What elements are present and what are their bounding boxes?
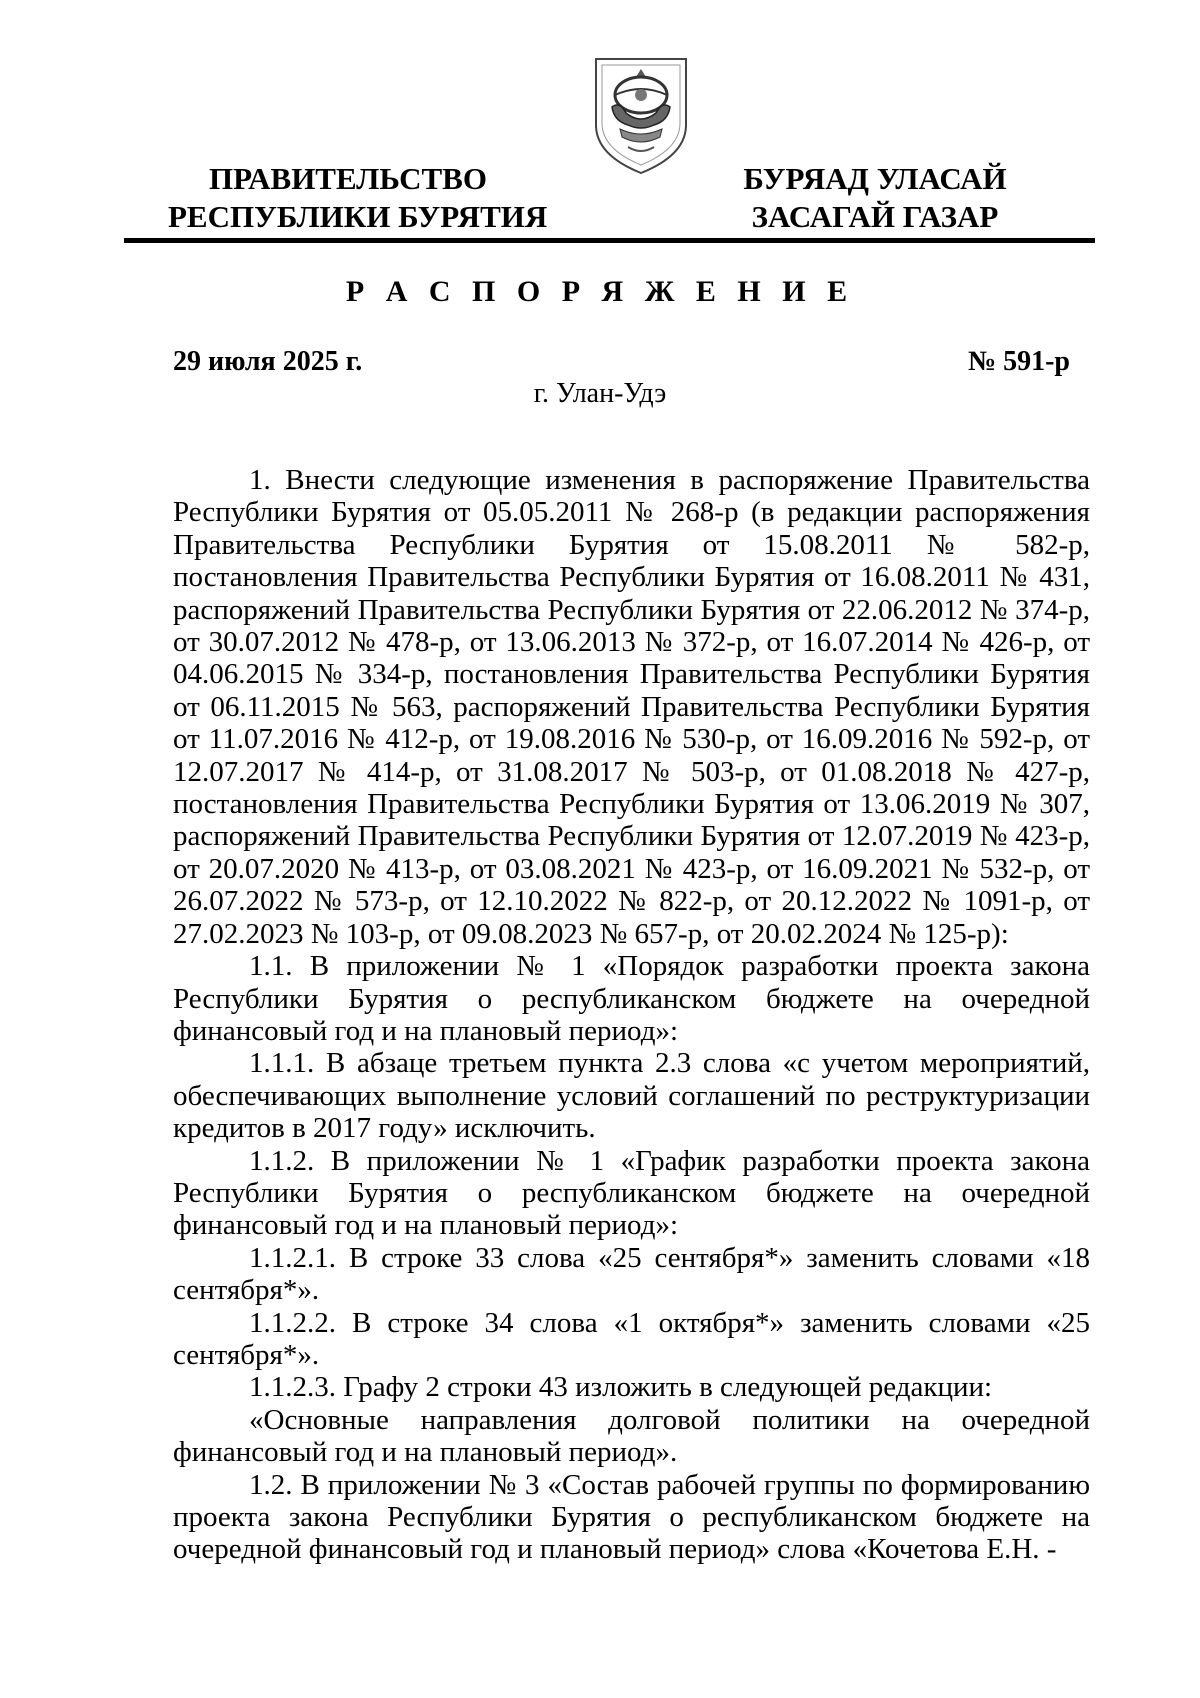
header-right-line-1: БУРЯАД УЛАСАЙ [743, 161, 1007, 196]
header-right-line-2: ЗАСАГАЙ ГАЗАР [751, 199, 999, 234]
paragraph: 1.1. В приложении № 1 «Порядок разработки проекта закона Республики Бурятия о республиканском бюджете на очередной финансовый год и на плановый период»: [173, 950, 1090, 1047]
paragraph: 1.1.2.3. Графу 2 строки 43 изложить в следующей редакции: [249, 1371, 993, 1404]
header-left-line-1: ПРАВИТЕЛЬСТВО [209, 161, 487, 196]
document-date: 29 июля 2025 г. [173, 346, 363, 377]
document-number: № 591-р [967, 346, 1070, 377]
paragraph: «Основные направления долговой политики на очередной финансовый год и на плановый период». [173, 1403, 1090, 1469]
document-place: г. Улан-Удэ [533, 378, 667, 409]
government-name-russian [168, 160, 548, 236]
paragraph: 1.1.2.1. В строке 33 слова «25 сентября*» заменить словами «18 сентября*». [173, 1241, 1090, 1307]
header-divider [124, 238, 1095, 243]
document-type-title: Р А С П О Р Я Ж Е Н И Е [345, 275, 855, 308]
paragraph: 1.1.1. В абзаце третьем пункта 2.3 слова «с учетом мероприятий, обеспечивающих выполнение условий соглашений по реструктуризации кредитов в 2017 году» исключить. [173, 1047, 1090, 1145]
paragraph: 1. Внести следующие изменения в распоряжение Правительства Республики Бурятия от 05.05.2011 № 268-р (в редакции распоряжения Правительства Республики Бурятия от 15.08.2011 № 582-р, постановления Правительства Республики Бурятия от 16.08.2011 № 431, распоряжений Правительства Республики Бурятия от 22.06.2012 № 374-р, от 30.07.2012 № 478-р, от 13.06.2013 № 372-р, от 16.07.2014 № 426-р, от 04.06.2015 № 334-р, постановления Правительства Республики Бурятия от 06.11.2015 № 563, распоряжений Правительства Республики Бурятия от 11.07.2016 № 412-р, от 19.08.2016 № 530-р, от 16.09.2016 № 592-р, от 12.07.2017 № 414-р, от 31.08.2017 № 503-р, от 01.08.2018 № 427-р, постановления Правительства Республики Бурятия от 13.06.2019 № 307, распоряжений Правительства Республики Бурятия от 12.07.2019 № 423-р, от 20.07.2020 № 413-р, от 03.08.2021 № 423-р, от 16.09.2021 № 532-р, от 26.07.2022 № 573-р, от 12.10.2022 № 822-р, от 20.12.2022 № 1091-р, от 27.02.2023 № 103-р, от 09.08.2023 № 657-р, от 20.02.2024 № 125-р): [173, 464, 1090, 950]
coat-of-arms-icon [590, 55, 692, 177]
paragraph: 1.1.2. В приложении № 1 «График разработки проекта закона Республики Бурятия о республиканском бюджете на очередной финансовый год и на плановый период»: [173, 1144, 1090, 1242]
paragraph: 1.2. В приложении № 3 «Состав рабочей группы по формированию проекта закона Республики Бурятия о республиканском бюджете на очередной финансовый год и плановый период» слова «Кочетова Е.Н. - [173, 1468, 1090, 1566]
paragraph: 1.1.2.2. В строке 34 слова «1 октября*» заменить словами «25 сентября*». [173, 1306, 1090, 1371]
government-name-buryat [730, 160, 1020, 236]
header-left-line-2: РЕСПУБЛИКИ БУРЯТИЯ [168, 199, 548, 234]
document-body [173, 464, 1090, 1566]
